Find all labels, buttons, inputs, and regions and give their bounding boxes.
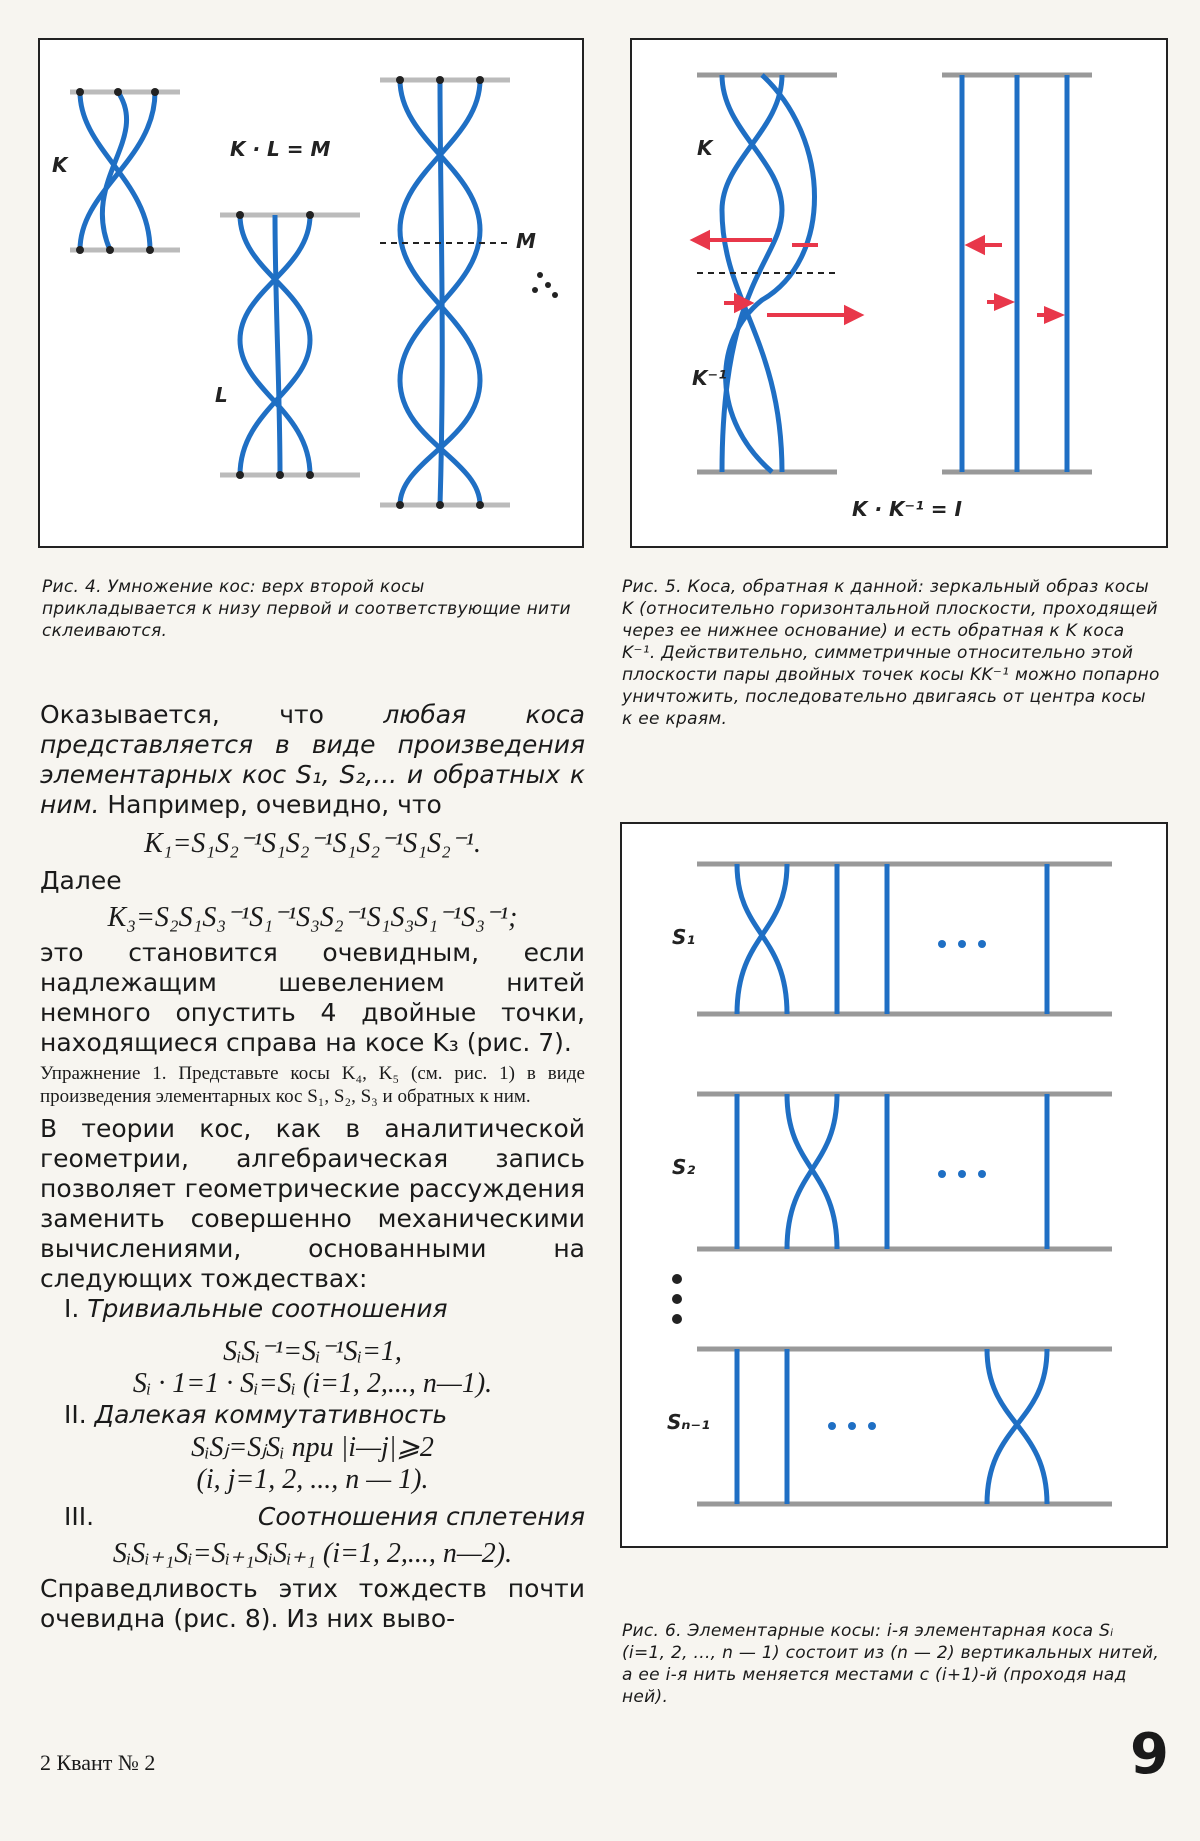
heading-3 bbox=[40, 1502, 585, 1532]
elementary-sn1 bbox=[737, 1349, 1047, 1504]
paragraph-4: Справедливость этих тождеств почти очевидна (рис. 8). Из них выво- bbox=[40, 1574, 585, 1633]
equation-k3: K₃=S₂S₁S₃⁻¹S₁⁻¹S₃S₂⁻¹S₁S₃S₁⁻¹S₃⁻¹; bbox=[107, 902, 518, 933]
fig5-label-k: K bbox=[697, 136, 713, 160]
paragraph-1 bbox=[40, 700, 585, 820]
paragraph-2: это становится очевидным, если надлежащим шевелением нитей немного опустить 4 двойные точки, находящиеся справа на косе K₃ (рис. 7). bbox=[40, 938, 585, 1057]
braid-l bbox=[240, 215, 310, 475]
braid-k bbox=[80, 92, 155, 250]
figure-5 bbox=[630, 38, 1168, 548]
figure-5-caption: Рис. 5. Коса, обратная к данной: зеркальный образ косы K (относительно горизонтальной плоскости, проходящей через ее нижнее основание) и есть обратная к K коса K⁻¹. Действительно, симметричные относительно этой плоскости пары двойных точек косы KK⁻¹ можно попарно уничтожить, последовательно двигаясь от центра косы к ее краям. bbox=[622, 577, 1160, 729]
equation-commute-1: SᵢSⱼ=SⱼSᵢ при |i—j|⩾2 bbox=[191, 1432, 434, 1463]
fig5-formula: K · K⁻¹ = I bbox=[852, 497, 962, 521]
equation-trivial-1: SᵢSᵢ⁻¹=Sᵢ⁻¹Sᵢ=1, bbox=[223, 1336, 402, 1367]
h1-num: I. bbox=[64, 1294, 88, 1323]
figure-4-diagram bbox=[40, 40, 582, 546]
h3-title: Соотношения сплетения bbox=[257, 1502, 585, 1531]
p1-start: Оказывается, что bbox=[40, 700, 384, 729]
equation-trivial-2: Sᵢ · 1=1 · Sᵢ=Sᵢ (i=1, 2,..., n—1). bbox=[132, 1368, 493, 1399]
p1-italic: любая коса представляется в виде произведения элементарных кос S₁, S₂,... и обратных к ним. bbox=[40, 700, 585, 819]
h1-title: Тривиальные соотношения bbox=[87, 1294, 448, 1323]
trivial-braid bbox=[962, 75, 1067, 472]
figure-4-caption: Рис. 4. Умножение кос: верх второй косы прикладывается к низу первой и соответствующие нити склеиваются. bbox=[42, 577, 571, 641]
paragraph-3: В теории кос, как в аналитической геометрии, алгебраическая запись позволяет геометрические рассуждения заменить совершенно механическими вычислениями, основанными на следующих тождествах: bbox=[40, 1114, 585, 1293]
elementary-s1 bbox=[737, 864, 1047, 1014]
h2-num: II. bbox=[64, 1400, 95, 1429]
h2-title: Далекая коммутативность bbox=[94, 1400, 448, 1429]
p1-end: Например, очевидно, что bbox=[99, 790, 442, 819]
fig4-formula: K · L = M bbox=[230, 137, 331, 161]
heading-2 bbox=[40, 1400, 585, 1430]
equation-braid: SᵢSᵢ₊₁Sᵢ=Sᵢ₊₁SᵢSᵢ₊₁ (i=1, 2,..., n—2). bbox=[112, 1538, 513, 1569]
main-text bbox=[40, 700, 585, 1634]
equation-commute-2: (i, j=1, 2, ..., n — 1). bbox=[196, 1464, 429, 1495]
arrows bbox=[694, 233, 1060, 322]
fig5-label-kinv: K⁻¹ bbox=[692, 366, 727, 390]
fig6-label-s1: S₁ bbox=[672, 925, 696, 949]
elementary-s2 bbox=[737, 1094, 1047, 1249]
figure-6-caption: Рис. 6. Элементарные косы: i-я элементарная коса Sᵢ (i=1, 2, ..., n — 1) состоит из (n — 2) вертикальных нитей, а ее i-я нить меняется местами с (i+1)-й (проходя над ней). bbox=[622, 1621, 1160, 1707]
figure-6-diagram bbox=[622, 824, 1166, 1546]
fig4-label-l: L bbox=[215, 383, 228, 407]
figure-6 bbox=[620, 822, 1168, 1548]
figure-5-diagram bbox=[632, 40, 1166, 546]
exercise-1: Упражнение 1. Представьте косы K₄, K₅ (см. рис. 1) в виде произведения элементарных кос S₁, S₂, S₃ и обратных к ним. bbox=[40, 1063, 585, 1107]
fig4-label-m: M bbox=[516, 229, 536, 253]
footer: 2 Квант № 2 bbox=[40, 1750, 156, 1775]
h3-num: III. bbox=[64, 1502, 95, 1531]
fig6-label-s2: S₂ bbox=[672, 1155, 696, 1179]
fig6-label-sn: Sₙ₋₁ bbox=[667, 1410, 710, 1434]
dalee: Далее bbox=[40, 866, 122, 895]
equation-k1: K₁=S₁S₂⁻¹S₁S₂⁻¹S₁S₂⁻¹S₁S₂⁻¹. bbox=[144, 828, 481, 859]
heading-1 bbox=[40, 1294, 585, 1324]
page-number: 9 bbox=[1130, 1722, 1169, 1787]
fig4-label-k: K bbox=[52, 153, 68, 177]
figure-4 bbox=[38, 38, 584, 548]
braid-m bbox=[400, 80, 480, 505]
